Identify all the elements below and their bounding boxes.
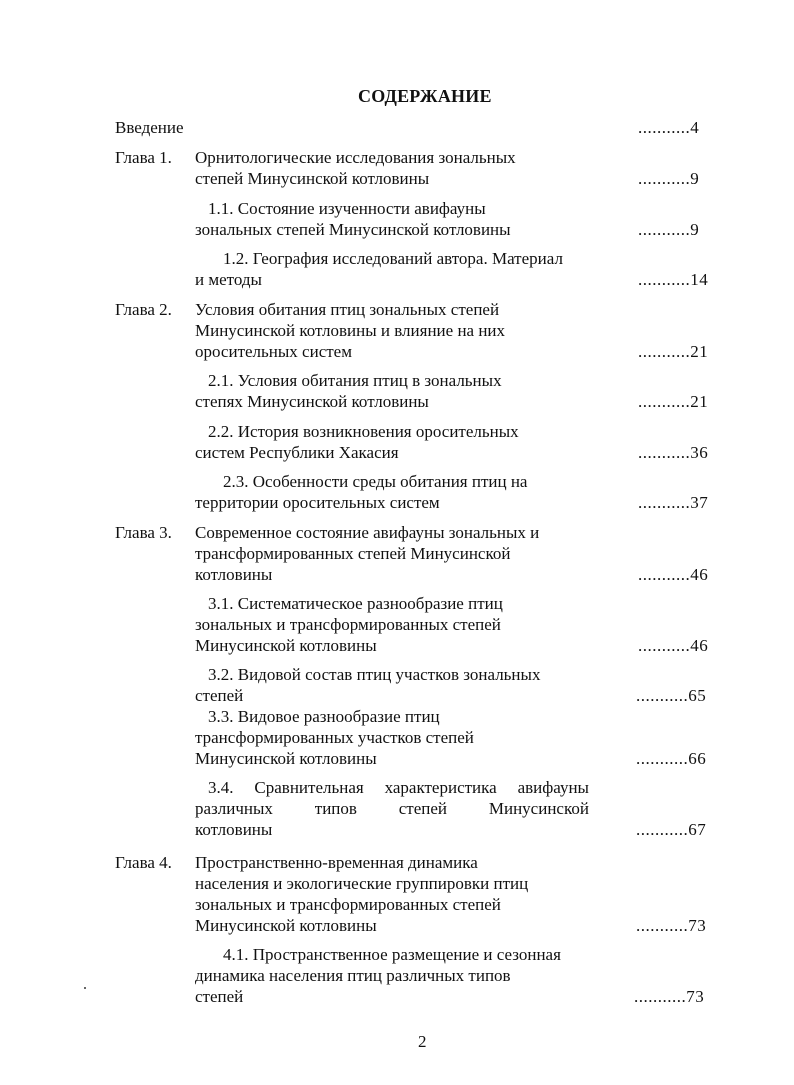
toc-chapter-1-page: ...........9 [638, 169, 700, 188]
toc-section-2-2-line: 2.2. История возникновения оросительных [208, 422, 519, 441]
toc-section-3-3-page: ...........66 [636, 749, 707, 768]
toc-section-3-1-line: зональных и трансформированных степей [195, 615, 501, 634]
toc-section-2-3-page: ...........37 [638, 493, 709, 512]
word: Сравнительная [254, 778, 364, 797]
toc-section-1-2-page: ...........14 [638, 270, 709, 289]
word: характеристика [384, 778, 497, 797]
toc-section-3-2-line: степей [195, 686, 244, 705]
toc-section-2-2-line: систем Республики Хакасия [195, 443, 399, 462]
toc-section-3-3-line: 3.3. Видовое разнообразие птиц [208, 707, 440, 726]
word: 3.4. [208, 778, 234, 797]
toc-section-2-1-line: 2.1. Условия обитания птиц в зональных [208, 371, 502, 390]
toc-chapter-1-line: степей Минусинской котловины [195, 169, 430, 188]
toc-section-4-1-line: динамика населения птиц различных типов [195, 966, 511, 985]
toc-chapter-2-label: Глава 2. [115, 300, 172, 319]
toc-section-3-1-page: ...........46 [638, 636, 709, 655]
toc-chapter-4-line: населения и экологические группировки птиц [195, 874, 529, 893]
toc-section-4-1-line: 4.1. Пространственное размещение и сезонная [223, 945, 561, 964]
toc-section-3-2-line: 3.2. Видовой состав птиц участков зональных [208, 665, 541, 684]
scan-speck [84, 987, 86, 989]
toc-chapter-3-line: Современное состояние авифауны зональных и [195, 523, 540, 542]
toc-chapter-4-line: Минусинской котловины [195, 916, 377, 935]
toc-chapter-1-line: Орнитологические исследования зональных [195, 148, 516, 167]
toc-chapter-4-line: Пространственно-временная динамика [195, 853, 478, 872]
toc-section-3-3-line: трансформированных участков степей [195, 728, 474, 747]
toc-chapter-4-page: ...........73 [636, 916, 707, 935]
word: Минусинской [488, 799, 589, 818]
toc-intro-label: Введение [115, 118, 184, 137]
toc-section-2-3-line: 2.3. Особенности среды обитания птиц на [223, 472, 528, 491]
toc-chapter-1-label: Глава 1. [115, 148, 172, 167]
toc-section-3-3-line: Минусинской котловины [195, 749, 377, 768]
page-title: СОДЕРЖАНИЕ [358, 86, 492, 106]
toc-section-1-1-page: ...........9 [638, 220, 700, 239]
toc-chapter-3-line: котловины [195, 565, 273, 584]
word: типов [314, 799, 357, 818]
toc-chapter-2-line: Минусинской котловины и влияние на них [195, 321, 506, 340]
toc-chapter-3-page: ...........46 [638, 565, 709, 584]
toc-section-2-1-line: степях Минусинской котловины [195, 392, 429, 411]
toc-chapter-4-label: Глава 4. [115, 853, 172, 872]
toc-section-3-2-page: ...........65 [636, 686, 707, 705]
toc-chapter-4-line: зональных и трансформированных степей [195, 895, 501, 914]
toc-section-3-1-line: Минусинской котловины [195, 636, 377, 655]
word: авифауны [517, 778, 589, 797]
toc-intro-page: ...........4 [638, 118, 700, 137]
toc-section-2-1-page: ...........21 [638, 392, 709, 411]
toc-chapter-3-label: Глава 3. [115, 523, 172, 542]
word: различных [195, 799, 273, 818]
toc-chapter-2-page: ...........21 [638, 342, 709, 361]
toc-section-1-2-line: и методы [195, 270, 262, 289]
toc-section-1-1-line: зональных степей Минусинской котловины [195, 220, 511, 239]
toc-section-4-1-page: ...........73 [634, 987, 705, 1006]
toc-section-3-4-page: ...........67 [636, 820, 707, 839]
toc-chapter-3-line: трансформированных степей Минусинской [195, 544, 511, 563]
toc-section-1-2-line: 1.2. География исследований автора. Материал [223, 249, 563, 268]
page-number: 2 [418, 1032, 427, 1051]
toc-chapter-2-line: оросительных систем [195, 342, 352, 361]
toc-chapter-2-line: Условия обитания птиц зональных степей [195, 300, 500, 319]
toc-section-4-1-line: степей [195, 987, 244, 1006]
toc-section-3-4-line [208, 777, 589, 798]
toc-section-2-2-page: ...........36 [638, 443, 709, 462]
toc-section-3-4-line: котловины [195, 820, 273, 839]
toc-section-3-1-line: 3.1. Систематическое разнообразие птиц [208, 594, 503, 613]
toc-section-3-4-line [195, 798, 589, 819]
word: степей [398, 799, 448, 818]
toc-section-2-3-line: территории оросительных систем [195, 493, 440, 512]
toc-section-1-1-line: 1.1. Состояние изученности авифауны [208, 199, 486, 218]
